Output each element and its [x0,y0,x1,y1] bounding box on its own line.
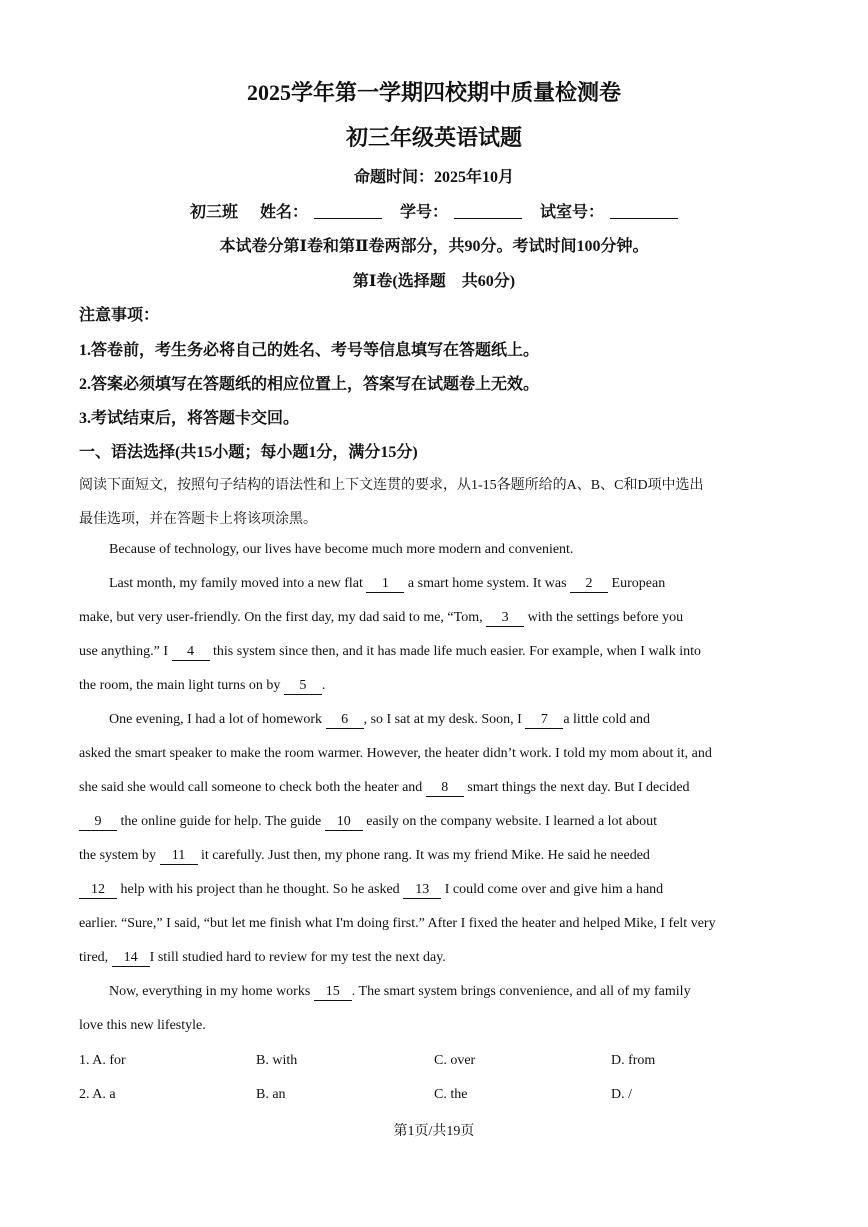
class-label: 初三班 [189,204,238,221]
blank-7: 7 [525,712,563,729]
blank-9: 9 [79,814,117,831]
option-a: 1. A. for [79,1053,126,1068]
option-b: B. with [256,1053,298,1068]
notice-item: 3.考试结束后，将答题卡交回。 [79,410,300,427]
name-blank [314,202,382,219]
passage-line: Because of technology, our lives have become much more modern and convenient. [109,542,574,557]
blank-3: 3 [486,610,524,627]
blank-8: 8 [426,780,464,797]
blank-13: 13 [403,882,441,899]
volume-title: 第Ⅰ卷(选择题 共60分) [352,273,516,290]
section-heading: 一、语法选择(共15小题；每小题1分，满分15分) [79,444,418,461]
passage-line: earlier. “Sure,” I said, “but let me finish what I'm doing first.” After I fixed the heater and helped Mike, I felt very [79,916,716,931]
blank-11: 11 [160,848,198,865]
blank-2: 2 [570,576,608,593]
exam-title: 2025学年第一学期四校期中质量检测卷 [246,80,621,105]
room-blank [610,202,678,219]
option-c: C. over [434,1053,476,1068]
blank-14: 14 [112,950,150,967]
notice-item: 1.答卷前，考生务必将自己的姓名、考号等信息填写在答题纸上。 [79,342,540,359]
section-instruction: 阅读下面短文，按照句子结构的语法性和上下文连贯的要求，从1-15各题所给的A、B、C和D项中选出 [79,478,704,493]
option-b: B. an [256,1087,286,1102]
name-label: 姓名： [259,204,308,221]
option-a: 2. A. a [79,1087,116,1102]
passage-line: tired, 14 I still studied hard to review for my test the next day. [79,950,446,965]
passage-line: make, but very user-friendly. On the first day, my dad said to me, “Tom, 3 with the settings before you [79,610,684,625]
blank-15: 15 [314,984,352,1001]
id-blank [454,202,522,219]
exam-time: 命题时间：2025年10月 [353,169,514,186]
option-d: D. from [611,1053,656,1068]
passage-line: Last month, my family moved into a new flat 1 a smart home system. It was 2 European [109,576,666,591]
blank-12: 12 [79,882,117,899]
question-options [79,1053,789,1073]
option-c: C. the [434,1087,468,1102]
blank-4: 4 [172,644,210,661]
id-label: 学号： [400,204,449,221]
passage-line: Now, everything in my home works 15 . The smart system brings convenience, and all of my family [109,984,691,999]
passage-line: she said she would call someone to check both the heater and 8 smart things the next day. But I decided [79,780,690,795]
passage-line: One evening, I had a lot of homework 6 , so I sat at my desk. Soon, I 7 a little cold and [109,712,651,727]
exam-total: 本试卷分第Ⅰ卷和第Ⅱ卷两部分，共90分。考试时间100分钟。 [219,238,649,255]
section-instruction: 最佳选项，并在答题卡上将该项涂黑。 [79,512,317,527]
blank-1: 1 [366,576,404,593]
blank-6: 6 [326,712,364,729]
exam-subtitle: 初三年级英语试题 [345,125,522,150]
passage-line: use anything.” I 4 this system since then, and it has made life much easier. For example, when I walk into [79,644,701,659]
passage-line: asked the smart speaker to make the room warmer. However, the heater didn’t work. I told my mom about it, and [79,746,712,761]
passage-line: the room, the main light turns on by 5 . [79,678,326,693]
passage-line: 9 the online guide for help. The guide 10 easily on the company website. I learned a lot about [79,814,789,831]
room-label: 试室号： [540,204,605,221]
notice-item: 2.答案必须填写在答题纸的相应位置上，答案写在试题卷上无效。 [79,376,540,393]
option-d: D. / [611,1087,632,1102]
passage-line: love this new lifestyle. [79,1018,206,1033]
passage-line: the system by 11 it carefully. Just then, my phone rang. It was my friend Mike. He said he needed [79,848,650,863]
question-options [79,1087,789,1107]
page-number: 第1页/共19页 [393,1124,475,1139]
blank-5: 5 [284,678,322,695]
student-info-row [0,199,868,222]
blank-10: 10 [325,814,363,831]
notice-heading: 注意事项： [79,307,160,324]
passage-line: 12 help with his project than he thought. So he asked 13 I could come over and give him a hand [79,882,789,899]
